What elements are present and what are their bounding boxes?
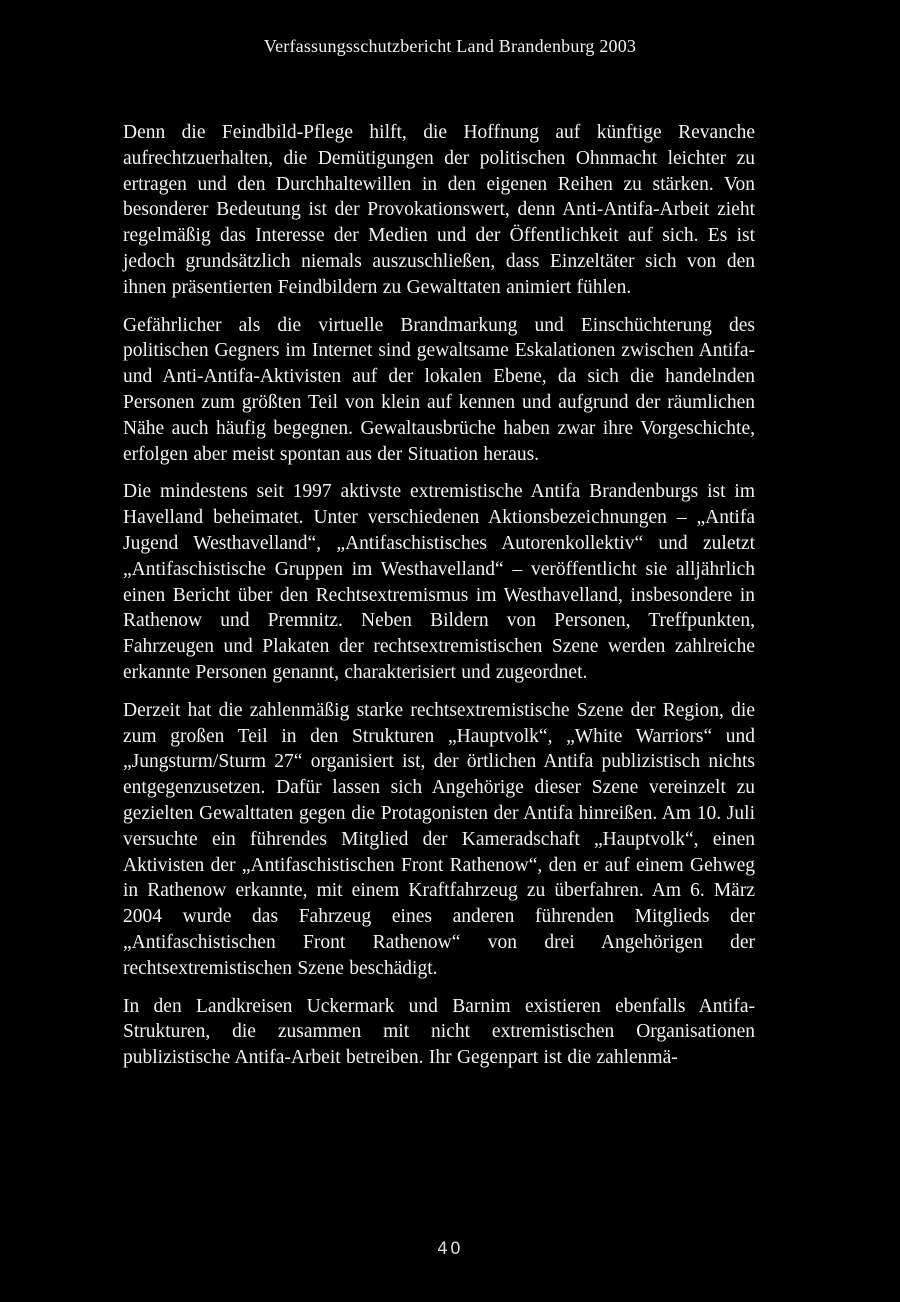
paragraph-rechtsextremistische-szene: Derzeit hat die zahlenmäßig starke rechtsextremistische Szene der Region, die zum großen Teil in den Strukturen „Hauptvolk“, „White Warriors“ und „Jungsturm/Sturm 27“ organisiert ist, der örtlichen Antifa publizistisch nichts entgegenzusetzen. Dafür lassen sich Angehörige dieser Szene vereinzelt zu gezielten Gewalttaten gegen die Protagonisten der Antifa hinreißen. Am 10. Juli versuchte ein führendes Mitglied der Kameradschaft „Hauptvolk“, einen Aktivisten der „Antifaschistischen Front Rathenow“, den er auf einem Gehweg in Rathenow erkannte, mit einem Kraftfahrzeug zu überfahren. Am 6. März 2004 wurde das Fahrzeug eines anderen führenden Mitglieds der „Antifaschistischen Front Rathenow“ von drei Angehörigen der rechtsextremistischen Szene beschädigt. — [123, 699, 755, 979]
document-body — [123, 120, 755, 1083]
paragraph-antifa-havelland: Die mindestens seit 1997 aktivste extremistische Antifa Brandenburgs ist im Havelland beheimatet. Unter verschiedenen Aktionsbezeichnungen – „Antifa Jugend Westhavelland“, „Antifaschistisches Autorenkollektiv“ und zuletzt „Antifaschistische Gruppen im Westhavelland“ – veröffentlicht sie alljährlich einen Bericht über den Rechtsextremismus im Westhavelland, insbesondere in Rathenow und Premnitz. Neben Bildern von Personen, Treffpunkten, Fahrzeugen und Plakaten der rechtsextremistischen Szene werden zahlreiche erkannte Personen genannt, charakterisiert und zugeordnet. — [123, 481, 755, 683]
paragraph-feindbild-pflege: Denn die Feindbild-Pflege hilft, die Hoffnung auf künftige Revanche aufrechtzuerhalten, die Demütigungen der politischen Ohnmacht leichter zu ertragen und den Durchhaltewillen in den eigenen Reihen zu stärken. Von besonderer Bedeutung ist der Provokationswert, denn Anti-Antifa-Arbeit zieht regelmäßig das Interesse der Medien und der Öffentlichkeit auf sich. Es ist jedoch grundsätzlich niemals auszuschließen, dass Einzeltäter sich von den ihnen präsentierten Feindbildern zu Gewalttaten animiert fühlen. — [123, 122, 755, 298]
paragraph-gewaltsame-eskalationen: Gefährlicher als die virtuelle Brandmarkung und Einschüchterung des politischen Gegners im Internet sind gewaltsame Eskalationen zwischen Antifa- und Anti-Antifa-Aktivisten auf der lokalen Ebene, da sich die handelnden Personen zum größten Teil von klein auf kennen und aufgrund der räumlichen Nähe auch häufig begegnen. Gewaltausbrüche haben zwar ihre Vorgeschichte, erfolgen aber meist spontan aus der Situation heraus. — [123, 314, 755, 465]
page-header-title: Verfassungsschutzbericht Land Brandenburg 2003 — [263, 36, 637, 56]
paragraph-uckermark-barnim: In den Landkreisen Uckermark und Barnim existieren ebenfalls Antifa-Strukturen, die zusammen mit nicht extremistischen Organisationen publizistische Antifa-Arbeit betreiben. Ihr Gegenpart ist die zahlenmä- — [123, 995, 755, 1069]
page-number: 40 — [437, 1239, 463, 1259]
